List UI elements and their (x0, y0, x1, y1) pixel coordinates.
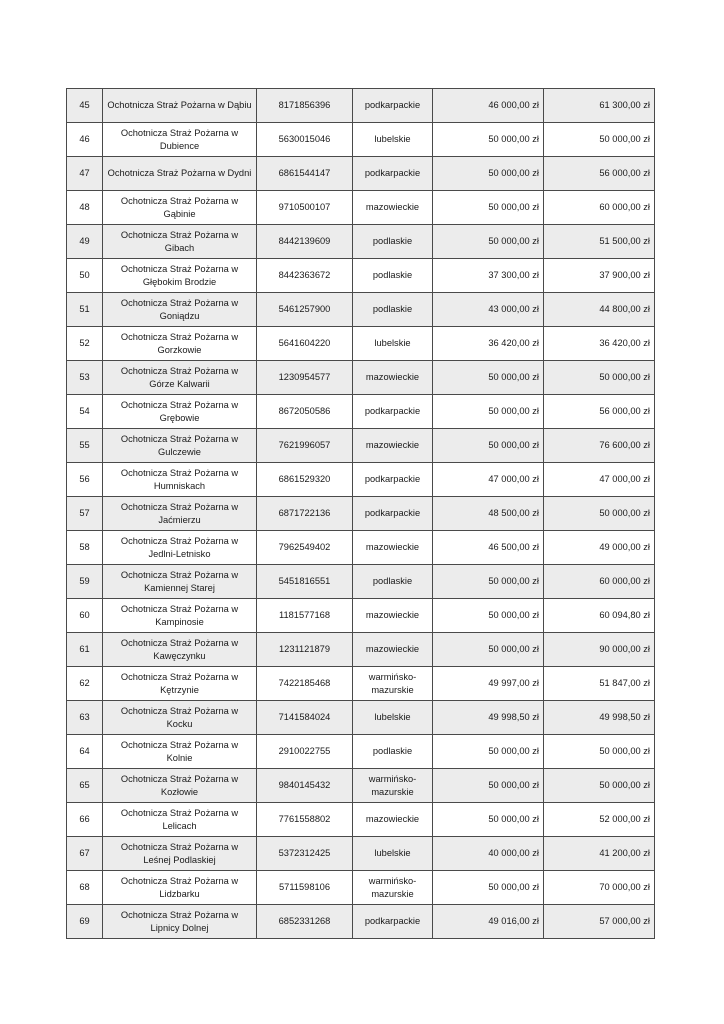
voivodeship: podkarpackie (353, 905, 433, 939)
amount-granted: 48 500,00 zł (433, 497, 544, 531)
row-number: 64 (67, 735, 103, 769)
amount-total: 50 000,00 zł (544, 769, 655, 803)
nip-number: 2910022755 (257, 735, 353, 769)
amount-total: 56 000,00 zł (544, 395, 655, 429)
amount-total: 44 800,00 zł (544, 293, 655, 327)
amount-granted: 47 000,00 zł (433, 463, 544, 497)
amount-granted: 50 000,00 zł (433, 803, 544, 837)
row-number: 52 (67, 327, 103, 361)
nip-number: 5711598106 (257, 871, 353, 905)
amount-granted: 50 000,00 zł (433, 225, 544, 259)
amount-total: 49 998,50 zł (544, 701, 655, 735)
voivodeship: lubelskie (353, 701, 433, 735)
amount-granted: 50 000,00 zł (433, 599, 544, 633)
table-row (67, 701, 655, 735)
amount-total: 51 847,00 zł (544, 667, 655, 701)
voivodeship: podlaskie (353, 293, 433, 327)
table-row (67, 89, 655, 123)
amount-total: 60 000,00 zł (544, 191, 655, 225)
row-number: 65 (67, 769, 103, 803)
voivodeship: podkarpackie (353, 89, 433, 123)
nip-number: 9710500107 (257, 191, 353, 225)
organization-name: Ochotnicza Straż Pożarna w Lelicach (103, 803, 257, 837)
amount-total: 70 000,00 zł (544, 871, 655, 905)
nip-number: 6852331268 (257, 905, 353, 939)
voivodeship: podkarpackie (353, 157, 433, 191)
organization-name: Ochotnicza Straż Pożarna w Kolnie (103, 735, 257, 769)
nip-number: 1230954577 (257, 361, 353, 395)
amount-total: 61 300,00 zł (544, 89, 655, 123)
organization-name: Ochotnicza Straż Pożarna w Gulczewie (103, 429, 257, 463)
row-number: 48 (67, 191, 103, 225)
organization-name: Ochotnicza Straż Pożarna w Kampinosie (103, 599, 257, 633)
organization-name: Ochotnicza Straż Pożarna w Kozłowie (103, 769, 257, 803)
organization-name: Ochotnicza Straż Pożarna w Dubience (103, 123, 257, 157)
voivodeship: podlaskie (353, 565, 433, 599)
row-number: 61 (67, 633, 103, 667)
voivodeship: mazowieckie (353, 531, 433, 565)
funding-table (66, 88, 655, 939)
table-row (67, 531, 655, 565)
voivodeship: mazowieckie (353, 803, 433, 837)
row-number: 59 (67, 565, 103, 599)
organization-name: Ochotnicza Straż Pożarna w Humniskach (103, 463, 257, 497)
row-number: 68 (67, 871, 103, 905)
table-row (67, 327, 655, 361)
table-row (67, 905, 655, 939)
table-row (67, 599, 655, 633)
row-number: 69 (67, 905, 103, 939)
amount-granted: 50 000,00 zł (433, 429, 544, 463)
nip-number: 5372312425 (257, 837, 353, 871)
row-number: 54 (67, 395, 103, 429)
voivodeship: podlaskie (353, 225, 433, 259)
organization-name: Ochotnicza Straż Pożarna w Jedlni-Letnisko (103, 531, 257, 565)
row-number: 49 (67, 225, 103, 259)
amount-granted: 50 000,00 zł (433, 871, 544, 905)
nip-number: 1181577168 (257, 599, 353, 633)
table-row (67, 667, 655, 701)
amount-total: 51 500,00 zł (544, 225, 655, 259)
amount-granted: 49 997,00 zł (433, 667, 544, 701)
amount-total: 50 000,00 zł (544, 735, 655, 769)
amount-total: 57 000,00 zł (544, 905, 655, 939)
table-row (67, 225, 655, 259)
table-row (67, 633, 655, 667)
voivodeship: warmińsko-mazurskie (353, 769, 433, 803)
row-number: 58 (67, 531, 103, 565)
row-number: 56 (67, 463, 103, 497)
amount-total: 36 420,00 zł (544, 327, 655, 361)
table-row (67, 769, 655, 803)
amount-granted: 46 000,00 zł (433, 89, 544, 123)
nip-number: 1231121879 (257, 633, 353, 667)
voivodeship: lubelskie (353, 837, 433, 871)
organization-name: Ochotnicza Straż Pożarna w Dąbiu (103, 89, 257, 123)
amount-granted: 43 000,00 zł (433, 293, 544, 327)
amount-total: 56 000,00 zł (544, 157, 655, 191)
organization-name: Ochotnicza Straż Pożarna w Lidzbarku (103, 871, 257, 905)
table-row (67, 871, 655, 905)
amount-total: 90 000,00 zł (544, 633, 655, 667)
nip-number: 7621996057 (257, 429, 353, 463)
nip-number: 5641604220 (257, 327, 353, 361)
nip-number: 5451816551 (257, 565, 353, 599)
voivodeship: mazowieckie (353, 429, 433, 463)
table-row (67, 565, 655, 599)
amount-granted: 46 500,00 zł (433, 531, 544, 565)
organization-name: Ochotnicza Straż Pożarna w Lipnicy Dolnej (103, 905, 257, 939)
table-row (67, 463, 655, 497)
nip-number: 6861529320 (257, 463, 353, 497)
row-number: 50 (67, 259, 103, 293)
organization-name: Ochotnicza Straż Pożarna w Jaćmierzu (103, 497, 257, 531)
amount-total: 60 094,80 zł (544, 599, 655, 633)
row-number: 55 (67, 429, 103, 463)
organization-name: Ochotnicza Straż Pożarna w Gibach (103, 225, 257, 259)
voivodeship: podkarpackie (353, 497, 433, 531)
nip-number: 6861544147 (257, 157, 353, 191)
row-number: 47 (67, 157, 103, 191)
nip-number: 6871722136 (257, 497, 353, 531)
row-number: 45 (67, 89, 103, 123)
table-row (67, 259, 655, 293)
amount-total: 76 600,00 zł (544, 429, 655, 463)
voivodeship: mazowieckie (353, 191, 433, 225)
row-number: 63 (67, 701, 103, 735)
amount-total: 37 900,00 zł (544, 259, 655, 293)
table-row (67, 837, 655, 871)
voivodeship: podkarpackie (353, 395, 433, 429)
amount-granted: 50 000,00 zł (433, 395, 544, 429)
amount-total: 50 000,00 zł (544, 123, 655, 157)
organization-name: Ochotnicza Straż Pożarna w Dydni (103, 157, 257, 191)
nip-number: 8442139609 (257, 225, 353, 259)
amount-granted: 50 000,00 zł (433, 361, 544, 395)
organization-name: Ochotnicza Straż Pożarna w Goniądzu (103, 293, 257, 327)
organization-name: Ochotnicza Straż Pożarna w Kocku (103, 701, 257, 735)
table-row (67, 191, 655, 225)
amount-granted: 50 000,00 zł (433, 633, 544, 667)
voivodeship: warmińsko-mazurskie (353, 667, 433, 701)
voivodeship: mazowieckie (353, 599, 433, 633)
voivodeship: podkarpackie (353, 463, 433, 497)
table-body (67, 89, 655, 939)
nip-number: 7141584024 (257, 701, 353, 735)
organization-name: Ochotnicza Straż Pożarna w Głębokim Brodzie (103, 259, 257, 293)
organization-name: Ochotnicza Straż Pożarna w Kamiennej Starej (103, 565, 257, 599)
amount-total: 47 000,00 zł (544, 463, 655, 497)
amount-granted: 36 420,00 zł (433, 327, 544, 361)
table-row (67, 735, 655, 769)
amount-granted: 49 016,00 zł (433, 905, 544, 939)
amount-granted: 37 300,00 zł (433, 259, 544, 293)
amount-total: 49 000,00 zł (544, 531, 655, 565)
row-number: 46 (67, 123, 103, 157)
table-row (67, 361, 655, 395)
voivodeship: podlaskie (353, 735, 433, 769)
organization-name: Ochotnicza Straż Pożarna w Kawęczynku (103, 633, 257, 667)
table-row (67, 395, 655, 429)
nip-number: 8672050586 (257, 395, 353, 429)
amount-total: 41 200,00 zł (544, 837, 655, 871)
voivodeship: podlaskie (353, 259, 433, 293)
nip-number: 5630015046 (257, 123, 353, 157)
table-row (67, 497, 655, 531)
nip-number: 8171856396 (257, 89, 353, 123)
amount-total: 50 000,00 zł (544, 361, 655, 395)
nip-number: 7761558802 (257, 803, 353, 837)
amount-total: 50 000,00 zł (544, 497, 655, 531)
organization-name: Ochotnicza Straż Pożarna w Gorzkowie (103, 327, 257, 361)
nip-number: 5461257900 (257, 293, 353, 327)
nip-number: 7422185468 (257, 667, 353, 701)
amount-granted: 49 998,50 zł (433, 701, 544, 735)
organization-name: Ochotnicza Straż Pożarna w Górze Kalwarii (103, 361, 257, 395)
table-row (67, 293, 655, 327)
amount-granted: 50 000,00 zł (433, 123, 544, 157)
amount-total: 52 000,00 zł (544, 803, 655, 837)
organization-name: Ochotnicza Straż Pożarna w Gąbinie (103, 191, 257, 225)
table-row (67, 123, 655, 157)
voivodeship: warmińsko-mazurskie (353, 871, 433, 905)
row-number: 67 (67, 837, 103, 871)
voivodeship: mazowieckie (353, 633, 433, 667)
voivodeship: mazowieckie (353, 361, 433, 395)
organization-name: Ochotnicza Straż Pożarna w Kętrzynie (103, 667, 257, 701)
row-number: 51 (67, 293, 103, 327)
amount-granted: 40 000,00 zł (433, 837, 544, 871)
row-number: 62 (67, 667, 103, 701)
amount-granted: 50 000,00 zł (433, 157, 544, 191)
nip-number: 9840145432 (257, 769, 353, 803)
row-number: 57 (67, 497, 103, 531)
table-row (67, 157, 655, 191)
voivodeship: lubelskie (353, 327, 433, 361)
row-number: 66 (67, 803, 103, 837)
table-row (67, 429, 655, 463)
nip-number: 8442363672 (257, 259, 353, 293)
amount-granted: 50 000,00 zł (433, 565, 544, 599)
voivodeship: lubelskie (353, 123, 433, 157)
amount-total: 60 000,00 zł (544, 565, 655, 599)
row-number: 60 (67, 599, 103, 633)
organization-name: Ochotnicza Straż Pożarna w Leśnej Podlaskiej (103, 837, 257, 871)
amount-granted: 50 000,00 zł (433, 735, 544, 769)
amount-granted: 50 000,00 zł (433, 191, 544, 225)
amount-granted: 50 000,00 zł (433, 769, 544, 803)
organization-name: Ochotnicza Straż Pożarna w Grębowie (103, 395, 257, 429)
row-number: 53 (67, 361, 103, 395)
nip-number: 7962549402 (257, 531, 353, 565)
table-row (67, 803, 655, 837)
